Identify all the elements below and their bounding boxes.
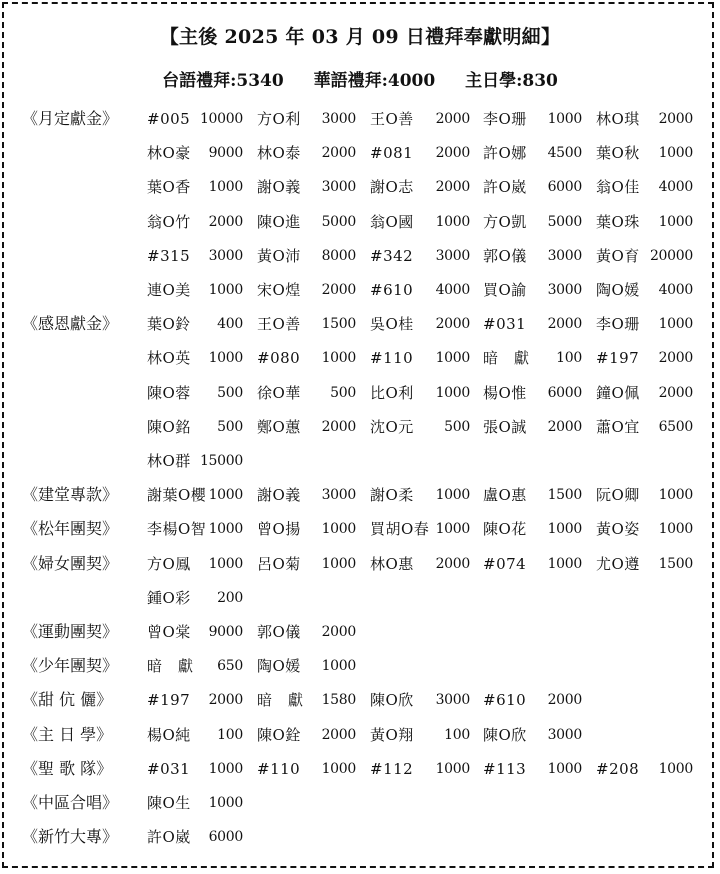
offering-line	[0, 825, 720, 859]
donation-amount: 1000	[547, 111, 582, 127]
donation-amount: 3000	[435, 692, 470, 709]
donor-name: 楊O惟	[483, 383, 527, 402]
donation-amount: 2000	[321, 282, 356, 298]
donor-name: 陳O欣	[483, 725, 527, 744]
offering-line	[0, 278, 720, 312]
donor-name: 許O崴	[483, 178, 527, 197]
donation-amount: 4000	[435, 282, 470, 298]
donor-name: 謝O義	[257, 178, 301, 197]
donor-name: 林O琪	[596, 110, 640, 128]
donation-amount: 1000	[208, 350, 243, 367]
donation-amount: 100	[444, 726, 470, 743]
donor-name: 黃O沛	[257, 246, 301, 265]
donor-name: 楊O純	[147, 725, 191, 744]
donor-name: 李O珊	[483, 110, 527, 128]
donor-name: 陳O蓉	[147, 383, 191, 402]
donation-amount: 1000	[321, 350, 356, 367]
donor-name: 徐O華	[257, 383, 301, 402]
donation-amount: 9000	[208, 624, 243, 640]
donor-name: #197	[596, 349, 640, 368]
summary-sunday-school: 主日學:830	[465, 71, 558, 91]
donation-amount: 1000	[208, 760, 243, 777]
category-label: 《甜 伉 儷》	[22, 690, 113, 710]
donor-name: 盧O惠	[483, 486, 527, 505]
donor-name: #208	[596, 759, 640, 778]
donation-amount: 4000	[658, 282, 693, 298]
donor-name: #610	[370, 281, 414, 299]
donation-amount: 1000	[435, 350, 470, 367]
donation-amount: 1000	[435, 487, 470, 504]
donation-amount: 1000	[321, 555, 356, 572]
donor-name: 黃O姿	[596, 520, 640, 539]
donation-amount: 3000	[547, 247, 582, 264]
donation-amount: 2000	[435, 555, 470, 572]
donor-name: 葉O珠	[596, 212, 640, 231]
donation-amount: 500	[217, 384, 243, 401]
donation-amount: 5000	[321, 213, 356, 230]
donation-amount: 6000	[547, 384, 582, 401]
donation-amount: 1000	[658, 213, 693, 230]
summary-taiwanese-service: 台語禮拜:5340	[162, 71, 284, 91]
donation-amount: 3000	[547, 282, 582, 298]
donor-name: 葉O香	[147, 178, 191, 197]
category-label: 《主 日 學》	[22, 724, 113, 744]
donation-amount: 1000	[321, 760, 356, 777]
donor-name: #315	[147, 246, 191, 265]
donor-name: 謝O志	[370, 178, 414, 197]
donor-name: 連O美	[147, 281, 191, 299]
donor-name: 翁O竹	[147, 212, 191, 231]
donor-name: 葉O秋	[596, 144, 640, 163]
offering-line	[0, 346, 720, 380]
donor-name: 張O誠	[483, 417, 527, 436]
donor-name: 蕭O宜	[596, 417, 640, 436]
donation-amount: 1500	[658, 555, 693, 572]
donation-amount: 9000	[208, 145, 243, 162]
donor-name: 尤O遵	[596, 554, 640, 573]
donation-amount: 2000	[547, 418, 582, 435]
donation-amount: 2000	[208, 692, 243, 709]
donor-name: 呂O菊	[257, 554, 301, 573]
donation-amount: 1000	[658, 145, 693, 162]
category-label: 《聖 歌 隊》	[22, 758, 113, 778]
donation-amount: 3000	[435, 247, 470, 264]
category-label: 《中區合唱》	[22, 793, 119, 812]
category-label: 《松年團契》	[22, 519, 119, 539]
donor-name: 許O崴	[147, 828, 191, 847]
donation-amount: 1000	[435, 384, 470, 401]
donation-amount: 10000	[199, 111, 243, 127]
donor-name: 王O善	[257, 315, 301, 334]
offering-line	[0, 552, 720, 586]
category-label: 《少年團契》	[22, 656, 119, 676]
donor-name: #110	[257, 759, 301, 778]
donation-amount: 5000	[547, 213, 582, 230]
offering-line	[0, 757, 720, 791]
donor-name: #080	[257, 349, 301, 368]
category-label: 《婦女團契》	[22, 553, 119, 573]
donation-amount: 1000	[658, 521, 693, 538]
donation-amount: 4000	[658, 179, 693, 196]
donor-name: 方O凱	[483, 212, 527, 231]
donation-amount: 4500	[547, 145, 582, 162]
donation-amount: 1000	[435, 521, 470, 538]
donor-name: 林O豪	[147, 144, 191, 163]
offering-line	[0, 620, 720, 654]
donation-amount: 1000	[435, 760, 470, 777]
donor-name: 暗 獻	[147, 657, 194, 676]
donation-amount: 1000	[321, 521, 356, 538]
donation-amount: 2000	[658, 384, 693, 401]
donor-name: 許O娜	[483, 144, 527, 163]
donation-amount: 1000	[547, 521, 582, 538]
donor-name: 比O利	[370, 383, 414, 402]
donation-amount: 3000	[547, 726, 582, 743]
donor-name: 陳O生	[147, 794, 191, 812]
category-label: 《月定獻金》	[22, 109, 119, 128]
donation-amount: 3000	[321, 179, 356, 196]
category-label: 《感恩獻金》	[22, 314, 119, 334]
donor-name: 郭O儀	[257, 623, 301, 641]
donor-name: #197	[147, 691, 191, 710]
donor-name: 黃O育	[596, 246, 640, 265]
donor-name: 陳O花	[483, 520, 527, 539]
donor-name: 王O善	[370, 110, 414, 128]
donor-name: 宋O煌	[257, 281, 301, 299]
donation-amount: 400	[217, 316, 243, 333]
donor-name: 李O珊	[596, 315, 640, 334]
donation-amount: 1000	[547, 555, 582, 572]
donation-amount: 1500	[321, 316, 356, 333]
donation-amount: 100	[217, 726, 243, 743]
donor-name: #112	[370, 759, 414, 778]
offering-line	[0, 723, 720, 757]
offering-line	[0, 449, 720, 483]
offering-line	[0, 141, 720, 175]
donor-name: #074	[483, 554, 527, 573]
donor-name: 林O泰	[257, 144, 301, 163]
donor-name: 買O諭	[483, 281, 527, 299]
donor-name: 謝O義	[257, 486, 301, 505]
donor-name: 鄭O蕙	[257, 417, 301, 436]
donation-amount: 6500	[658, 418, 693, 435]
donation-amount: 20000	[649, 247, 693, 264]
donation-amount: 1000	[208, 795, 243, 811]
donation-amount: 1500	[547, 487, 582, 504]
donation-amount: 1000	[208, 179, 243, 196]
donor-name: 方O利	[257, 110, 301, 128]
donation-amount: 2000	[435, 145, 470, 162]
donor-name: 曾O棠	[147, 623, 191, 641]
donor-name: 買胡O春	[370, 520, 430, 539]
offering-line	[0, 483, 720, 517]
donor-name: #610	[483, 691, 527, 710]
category-label: 《新竹大專》	[22, 827, 119, 847]
donor-name: 阮O卿	[596, 486, 640, 505]
donation-amount: 2000	[208, 213, 243, 230]
donation-amount: 2000	[435, 111, 470, 127]
donation-amount: 2000	[435, 316, 470, 333]
offering-line	[0, 586, 720, 620]
donation-amount: 2000	[321, 726, 356, 743]
donor-name: 李楊O智	[147, 520, 207, 539]
donation-amount: 8000	[321, 247, 356, 264]
offering-line	[0, 791, 720, 825]
offering-line	[0, 210, 720, 244]
donation-amount: 1000	[208, 555, 243, 572]
donation-amount: 1000	[208, 521, 243, 538]
donation-amount: 500	[444, 418, 470, 435]
donor-name: #031	[483, 315, 527, 334]
donation-amount: 1000	[321, 658, 356, 675]
donation-amount: 3000	[321, 487, 356, 504]
donor-name: 陶O媛	[596, 281, 640, 299]
donor-name: #342	[370, 246, 414, 265]
donor-name: 郭O儀	[483, 246, 527, 265]
donation-amount: 2000	[547, 692, 582, 709]
donation-amount: 2000	[547, 316, 582, 333]
donor-name: 林O英	[147, 349, 191, 368]
donor-name: 黃O翔	[370, 725, 414, 744]
summary-mandarin-service: 華語禮拜:4000	[313, 71, 436, 91]
donor-name: #110	[370, 349, 414, 368]
donor-name: #031	[147, 759, 191, 778]
donation-amount: 1000	[658, 760, 693, 777]
donor-name: 林O惠	[370, 554, 414, 573]
donor-name: 陶O媛	[257, 657, 301, 676]
offering-line	[0, 107, 720, 141]
donation-amount: 650	[217, 658, 243, 675]
donor-name: 陳O銓	[257, 725, 301, 744]
donation-amount: 1000	[658, 316, 693, 333]
donation-amount: 100	[556, 350, 582, 367]
donor-name: 方O鳳	[147, 554, 191, 573]
offering-line	[0, 312, 720, 346]
donor-name: 吳O桂	[370, 315, 414, 334]
offering-line	[0, 244, 720, 278]
donation-amount: 1000	[547, 760, 582, 777]
donor-name: 林O群	[147, 452, 191, 470]
donation-amount: 2000	[435, 179, 470, 196]
category-label: 《運動團契》	[22, 622, 119, 641]
donor-name: #005	[147, 110, 191, 128]
donor-name: 暗 獻	[257, 691, 304, 710]
donation-amount: 2000	[321, 418, 356, 435]
donor-name: 陳O欣	[370, 691, 414, 710]
donor-name: 陳O進	[257, 212, 301, 231]
donation-amount: 2000	[321, 145, 356, 162]
donation-amount: 1000	[658, 487, 693, 504]
donation-amount: 1000	[208, 487, 243, 504]
donation-amount: 3000	[208, 247, 243, 264]
donation-amount: 3000	[321, 111, 356, 127]
donor-name: 陳O銘	[147, 417, 191, 436]
donor-name: 暗 獻	[483, 349, 530, 368]
donor-name: 鐘O佩	[596, 383, 640, 402]
category-label: 《建堂專款》	[22, 485, 119, 505]
donor-name: 謝O柔	[370, 486, 414, 505]
donation-amount: 200	[217, 589, 243, 606]
donation-amount: 15000	[199, 453, 243, 469]
donation-amount: 500	[330, 384, 356, 401]
donor-name: #081	[370, 144, 414, 163]
offering-line	[0, 175, 720, 209]
donor-name: 翁O國	[370, 212, 414, 231]
donation-amount: 2000	[321, 624, 356, 640]
offering-line	[0, 517, 720, 551]
donation-amount: 1580	[321, 692, 356, 709]
donation-amount: 1000	[208, 282, 243, 298]
offering-line	[0, 654, 720, 688]
donor-name: 謝葉O櫻	[147, 486, 207, 505]
donation-amount: 2000	[658, 350, 693, 367]
donor-name: 葉O鈴	[147, 315, 191, 334]
donor-name: 翁O佳	[596, 178, 640, 197]
donation-amount: 6000	[547, 179, 582, 196]
donor-name: 曾O揚	[257, 520, 301, 539]
donor-name: #113	[483, 759, 527, 778]
offering-line	[0, 381, 720, 415]
donor-name: 沈O元	[370, 417, 414, 436]
offering-line	[0, 688, 720, 722]
donation-amount: 500	[217, 418, 243, 435]
donation-amount: 2000	[658, 111, 693, 127]
page-title: 【主後 2025 年 03 月 09 日禮拜奉獻明細】	[159, 26, 561, 48]
donation-amount: 1000	[435, 213, 470, 230]
donor-name: 鍾O彩	[147, 588, 191, 607]
attendance-summary	[0, 66, 720, 91]
donation-amount: 6000	[208, 829, 243, 846]
offering-line	[0, 415, 720, 449]
